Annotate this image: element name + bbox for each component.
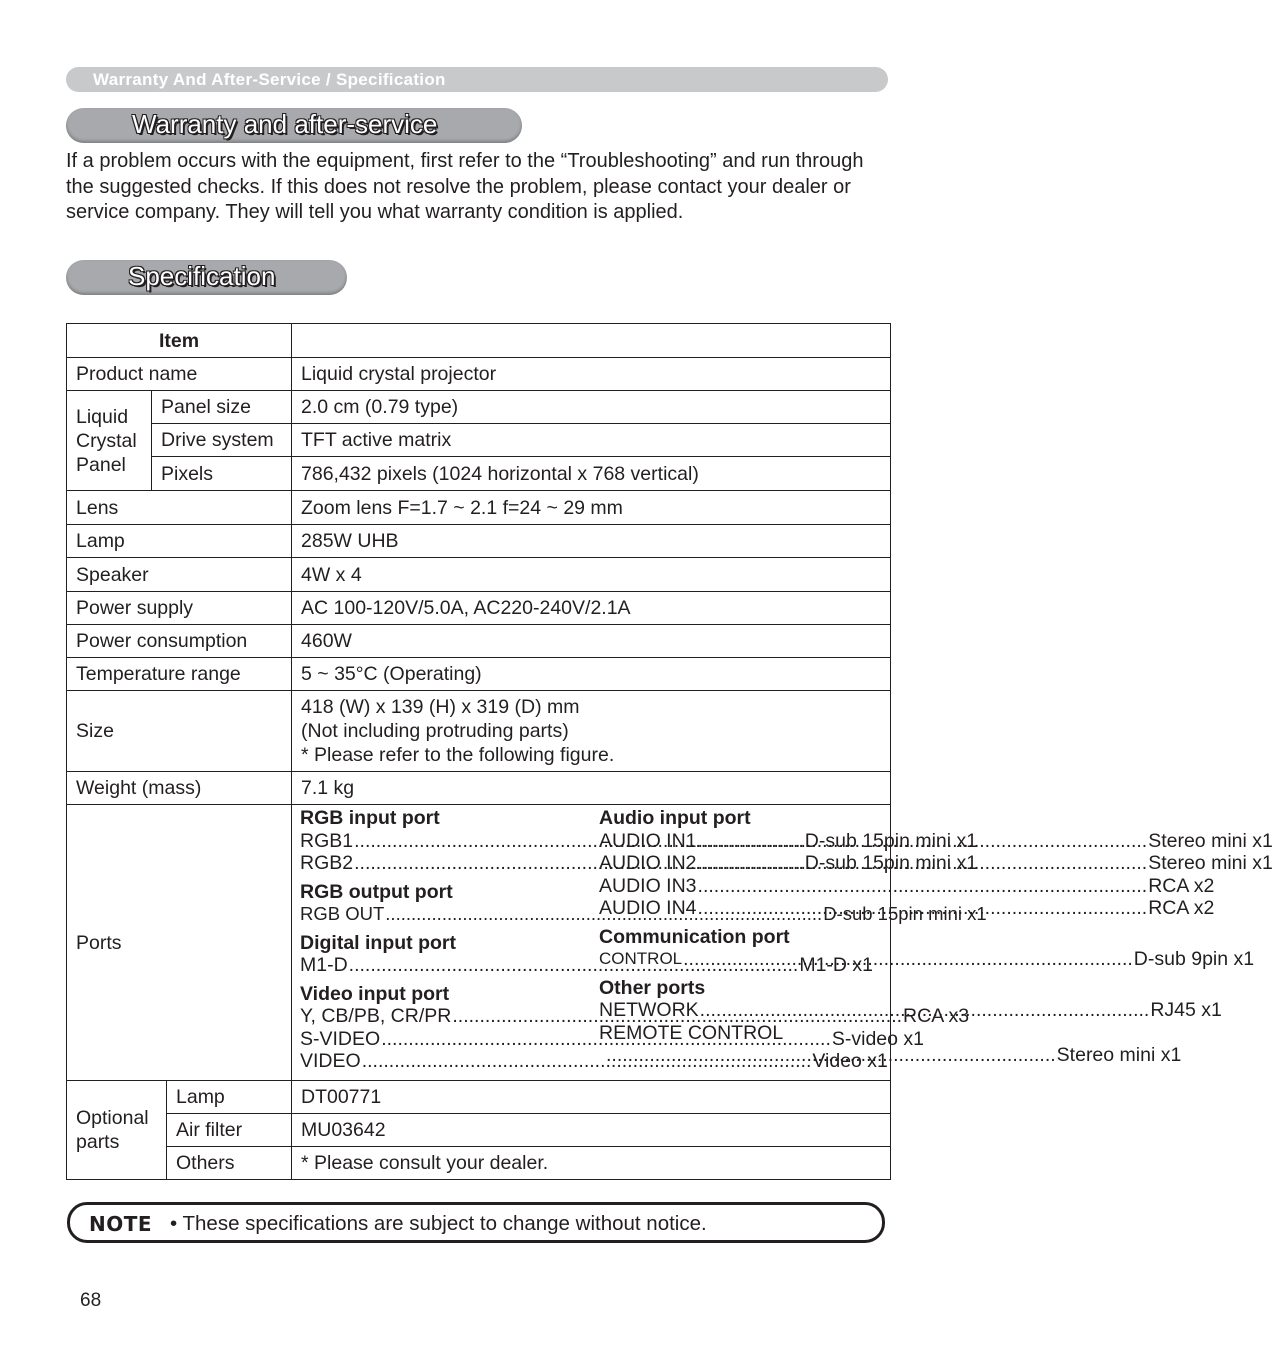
row-sublabel: Air filter xyxy=(167,1114,292,1147)
table-row xyxy=(67,391,891,424)
table-header-row xyxy=(67,324,891,358)
row-value: DT00771 xyxy=(292,1081,891,1114)
table-row xyxy=(67,1081,891,1114)
row-value: 460W xyxy=(292,625,891,658)
row-value: 2.0 cm (0.79 type) xyxy=(292,391,891,424)
optional-parts-label: Optional parts xyxy=(67,1081,167,1180)
table-row xyxy=(67,1147,891,1180)
port-line: AUDIO IN4 ..... RCA x2 xyxy=(599,897,883,920)
port-group-title: Digital input port xyxy=(300,931,456,954)
port-group-title: RGB input port xyxy=(300,807,440,829)
port-line: AUDIO IN2 ..... Stereo mini x1 xyxy=(599,852,883,875)
table-row-ports xyxy=(67,805,891,1081)
port-line: RGB OUT .. ..... D-sub 15pin mini x1 xyxy=(300,903,583,926)
row-value: 5 ~ 35°C (Operating) xyxy=(292,658,891,691)
size-line-1: 418 (W) x 139 (H) x 319 (D) mm xyxy=(301,696,580,718)
size-line-3: * Please refer to the following figure. xyxy=(301,744,615,766)
row-value: TFT active matrix xyxy=(292,424,891,457)
table-row xyxy=(67,491,891,525)
port-line: ..... Stereo mini x1 xyxy=(599,1044,883,1067)
row-value: AC 100-120V/5.0A, AC220-240V/2.1A xyxy=(292,592,891,625)
table-row xyxy=(67,1114,891,1147)
table-row xyxy=(67,625,891,658)
port-line: AUDIO IN3 ..... RCA x2 xyxy=(599,875,883,898)
lcd-panel-label: Liquid Crystal Panel xyxy=(67,391,152,491)
communication-group xyxy=(599,925,1255,971)
table-row xyxy=(67,691,891,772)
port-line: Y, CB/PB, CR/PR ..... RCA x3 xyxy=(300,1005,583,1028)
row-value: Zoom lens F=1.7 ~ 2.1 f=24 ~ 29 mm xyxy=(292,491,891,525)
warranty-title: Warranty and after-service xyxy=(132,109,438,139)
page-number: 68 xyxy=(80,1290,102,1311)
specification-table xyxy=(66,323,1273,1180)
port-group-title: Communication port xyxy=(599,925,790,948)
size-line-2: (Not including protruding parts) xyxy=(301,720,569,742)
row-value xyxy=(292,691,891,772)
note-label: NOTE xyxy=(89,1212,153,1236)
row-label: Power supply xyxy=(67,592,292,625)
port-line: NETWORK ..... RJ45 x1 xyxy=(599,999,883,1022)
port-line: RGB2 ..... D-sub 15pin mini x1 xyxy=(300,852,583,875)
port-group-title: Audio input port xyxy=(599,807,751,829)
row-label: Product name xyxy=(67,358,292,391)
warranty-body: If a problem occurs with the equipment, first refer to the “Troubleshooting” and run through the suggested checks. If this does not resolve the problem, please contact your dealer or service company. They will tell you what warranty condition is applied. xyxy=(66,150,864,223)
port-group-title: RGB output port xyxy=(300,880,453,903)
row-label: Speaker xyxy=(67,558,292,592)
port-group-title: Other ports xyxy=(599,976,706,999)
table-row xyxy=(67,358,891,391)
port-line: AUDIO IN1 ..... Stereo mini x1 xyxy=(599,830,883,853)
port-line: CONTROL ..... D-sub 9pin x1 xyxy=(599,948,883,971)
port-line: VIDEO ..... Video x1 xyxy=(300,1050,583,1073)
table-row xyxy=(67,592,891,625)
port-line: S-VIDEO ..... S-video x1 xyxy=(300,1028,583,1051)
row-label: Lens xyxy=(67,491,292,525)
specification-section-heading xyxy=(66,260,347,295)
row-label: Temperature range xyxy=(67,658,292,691)
row-value: 4W x 4 xyxy=(292,558,891,592)
specification-title: Specification xyxy=(128,261,276,291)
row-sublabel: Others xyxy=(167,1147,292,1180)
row-sublabel: Pixels xyxy=(152,457,292,491)
note-text: • These specifications are subject to change without notice. xyxy=(170,1212,707,1235)
row-value: Liquid crystal projector xyxy=(292,358,891,391)
table-row xyxy=(67,457,891,491)
row-sublabel: Lamp xyxy=(167,1081,292,1114)
table-row xyxy=(67,558,891,592)
row-value: 7.1 kg xyxy=(292,772,891,805)
row-sublabel: Panel size xyxy=(152,391,292,424)
ports-value xyxy=(292,805,1273,1081)
port-line: REMOTE CONTROL xyxy=(599,1021,784,1044)
row-value: * Please consult your dealer. xyxy=(292,1147,891,1180)
header-item: Item xyxy=(67,324,292,358)
header-value xyxy=(292,324,891,358)
port-group-title: Video input port xyxy=(300,982,450,1005)
row-label: Power consumption xyxy=(67,625,292,658)
row-label: Weight (mass) xyxy=(67,772,292,805)
warranty-section-heading xyxy=(66,108,522,143)
table-row xyxy=(67,658,891,691)
table-row xyxy=(67,424,891,457)
row-sublabel: Drive system xyxy=(152,424,292,457)
row-label: Lamp xyxy=(67,525,292,558)
row-value: 786,432 pixels (1024 horizontal x 768 vertical) xyxy=(292,457,891,491)
header-bar xyxy=(66,67,888,92)
port-line: M1-D ..... M1-D x1 xyxy=(300,954,583,977)
port-line: RGB1 ..... D-sub 15pin mini x1 xyxy=(300,830,583,853)
table-row xyxy=(67,772,891,805)
row-label: Ports xyxy=(67,805,292,1081)
row-value: 285W UHB xyxy=(292,525,891,558)
breadcrumb: Warranty And After-Service / Specification xyxy=(93,70,446,89)
table-row xyxy=(67,525,891,558)
row-value: MU03642 xyxy=(292,1114,891,1147)
note-box xyxy=(67,1202,885,1243)
row-label: Size xyxy=(67,691,292,772)
